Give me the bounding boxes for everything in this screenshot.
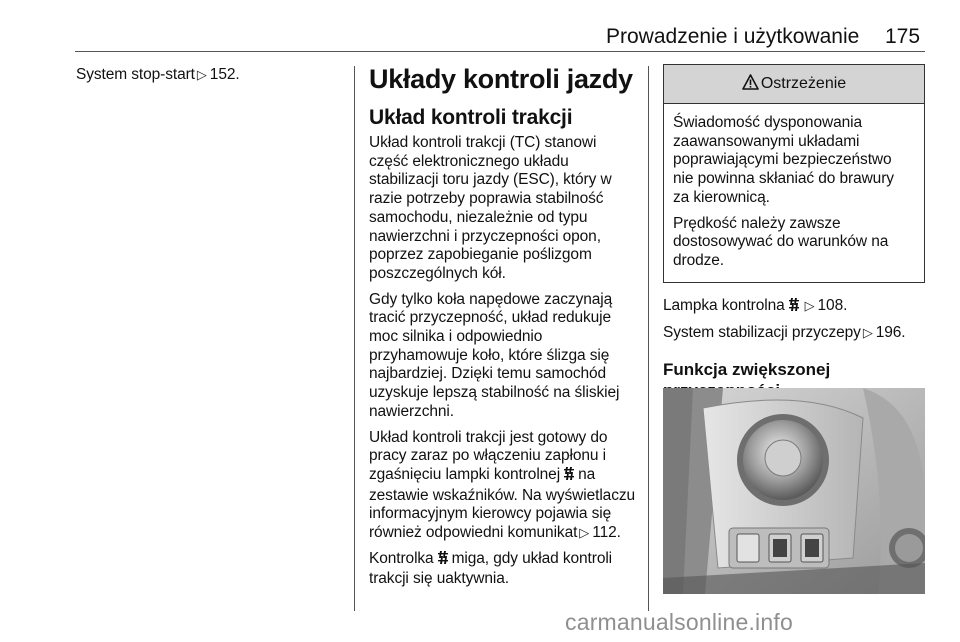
- cross-reference-stop-start: System stop-start ▷ 152.: [76, 66, 240, 83]
- running-header-title: Prowadzenie i użytkowanie: [606, 25, 860, 48]
- reference-arrow-icon: ▷: [804, 297, 815, 313]
- traction-control-icon: [563, 466, 575, 487]
- cross-reference-indicator: Lampka kontrolna ▷ 108.: [663, 297, 925, 318]
- warning-header: [664, 65, 924, 104]
- column-divider-right: [648, 66, 649, 611]
- warning-paragraph: Prędkość należy zawsze dostosowywać do warunków na drodze.: [673, 214, 889, 269]
- subheading: Funkcja zwiększonej: [663, 360, 831, 380]
- column-divider-left: [354, 66, 355, 611]
- reference-link[interactable]: 196.: [875, 324, 906, 342]
- reference-link[interactable]: 108.: [817, 296, 848, 314]
- paragraph: Kontrolka miga, gdy układ kontroli trakcji się uaktywnia.: [369, 549, 613, 588]
- warning-box: [663, 64, 925, 283]
- warning-body: [664, 104, 924, 282]
- column-1: [76, 66, 344, 92]
- dashboard-switch-photo: [663, 388, 925, 594]
- warning-triangle-icon: [742, 74, 759, 95]
- reference-link[interactable]: 152.: [209, 66, 240, 83]
- column-2: [369, 64, 637, 596]
- paragraph: Gdy tylko koła napędowe zaczynają tracić przyczepność, układ redukuje moc silnika i odpowiednio przyhamowuje koło, które ślizga się najbardziej. Dzięki temu samochód uzyskuje lepszą stabilność na śliskiej nawierzchni.: [369, 290, 620, 420]
- reference-link[interactable]: 112.: [592, 524, 621, 542]
- page-number: 175: [885, 25, 921, 48]
- paragraph: Układ kontroli trakcji (TC) stanowi część elektronicznego układu stabilizacji toru jazdy (ESC), który w razie potrzeby poprawia stabilność samochodu, niezależnie od typu nawierzchni i przyczepności opon, poprzez zapobieganie poślizgom poszczególnych kół.: [369, 134, 612, 282]
- section-title: Układy kontroli jazdy: [369, 64, 633, 94]
- subsection-title: Układ kontroli trakcji: [369, 106, 573, 129]
- header-rule: [75, 51, 925, 52]
- dashboard-switch-illustration: [663, 388, 925, 594]
- paragraph: Układ kontroli trakcji jest gotowy do pracy zaraz po włączeniu zapłonu i zgaśnięciu lampki kontrolnej na zestawie wskaźników. Na wyświetlaczu informacyjnym kierowcy pojawia się również odpowiedni komunikat ▷ 112.: [369, 428, 636, 542]
- reference-arrow-icon: ▷: [579, 525, 590, 541]
- cross-reference-trailer: System stabilizacji przyczepy ▷ 196.: [663, 324, 906, 342]
- warning-title: Ostrzeżenie: [760, 75, 847, 92]
- watermark: carmanualsonline.info: [565, 609, 793, 635]
- traction-control-icon: [788, 297, 800, 318]
- traction-control-icon: [437, 550, 449, 571]
- reference-arrow-icon: ▷: [196, 67, 207, 82]
- reference-arrow-icon: ▷: [862, 325, 873, 341]
- column-3: [663, 64, 925, 401]
- warning-paragraph: Świadomość dysponowania zaawansowanymi układami poprawiającymi bezpieczeństwo nie powinna skłaniać do brawury za kierownicą.: [673, 114, 894, 206]
- page-header: [0, 0, 960, 52]
